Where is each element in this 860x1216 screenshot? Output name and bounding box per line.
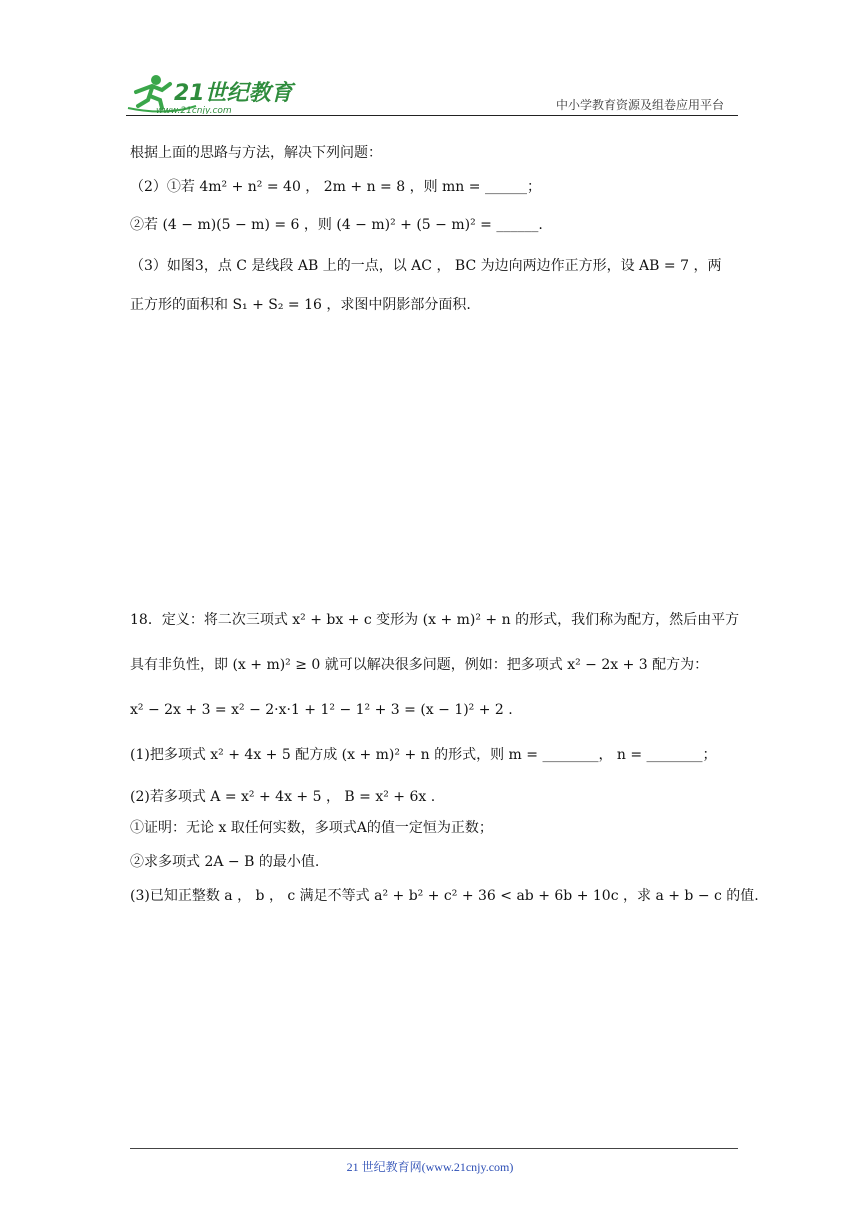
logo-21cnjy [126,70,296,114]
question-3-line-1: （3）如图3，点 C 是线段 AB 上的一点，以 AC ， BC 为边向两边作正方形，设 AB = 7 ，两 [130,258,722,274]
svg-text:21世纪教育: 21世纪教育 [174,81,293,106]
footer-text: 21 世纪教育网(www.21cnjy.com) [346,1160,514,1174]
question-18-part-3: (3)已知正整数 a ， b ， c 满足不等式 a² + b² + c² + 36 < ab + 6b + 10c ，求 a + b − c 的值. [130,888,759,904]
question-18-part-2-i: ①证明：无论 x 取任何实数，多项式A的值一定恒为正数； [130,820,493,836]
question-2-part-1: （2）①若 4m² + n² = 40 ， 2m + n = 8 ，则 mn = ______； [130,179,541,195]
question-3-line-2: 正方形的面积和 S₁ + S₂ = 16 ，求图中阴影部分面积. [130,297,471,313]
question-18-part-2: (2)若多项式 A = x² + 4x + 5 ， B = x² + 6x . [130,789,436,805]
question-18-part-2-ii: ②求多项式 2A − B 的最小值. [130,854,320,870]
page-header [126,64,738,116]
question-18-line-2: 具有非负性，即 (x + m)² ≥ 0 就可以解决很多问题，例如：把多项式 x² − 2x + 3 配方为： [130,657,709,673]
question-18-example: x² − 2x + 3 = x² − 2·x·1 + 1² − 1² + 3 = (x − 1)² + 2 . [130,702,513,718]
svg-text:www.21cnjy.com: www.21cnjy.com [156,106,232,114]
footer-divider [130,1148,738,1149]
header-divider [126,115,738,116]
platform-name: 中小学教育资源及组卷应用平台 [555,98,724,112]
question-18-line-1: 18．定义：将二次三项式 x² + bx + c 变形为 (x + m)² + n 的形式，我们称为配方，然后由平方 [130,612,740,628]
question-2-part-2: ②若 (4 − m)(5 − m) = 6 ，则 (4 − m)² + (5 − m)² = ______. [130,217,543,233]
intro-text: 根据上面的思路与方法，解决下列问题： [130,145,382,161]
question-18-part-1: (1)把多项式 x² + 4x + 5 配方成 (x + m)² + n 的形式，则 m = ________， n = ________； [130,747,717,763]
